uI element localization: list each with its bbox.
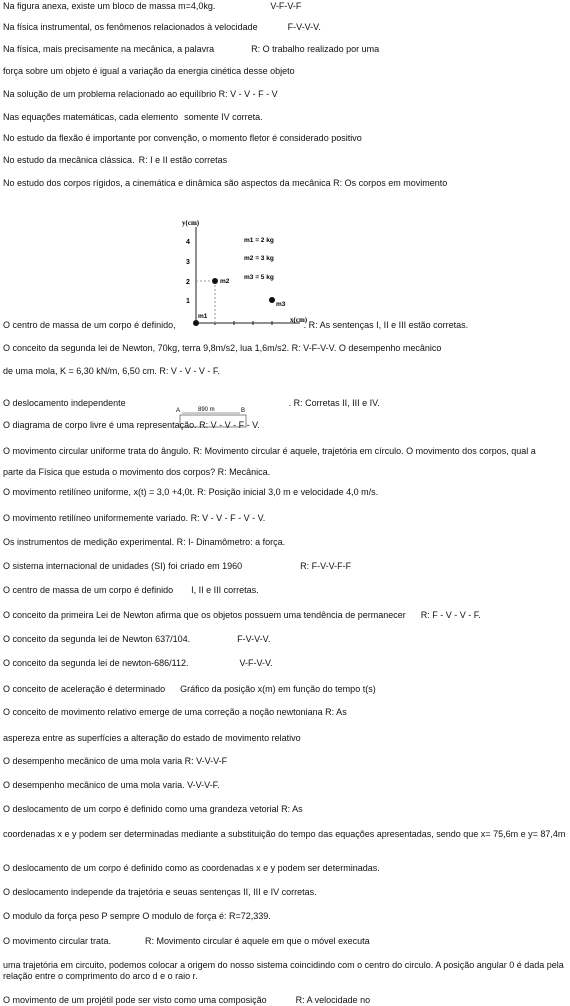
text-segment: Gráfico da posição x(m) em função do tempo t(s) xyxy=(180,684,376,694)
text-line xyxy=(3,366,220,377)
text-segment: F-V-V-V. xyxy=(237,634,271,644)
distance-label: 890 m xyxy=(198,407,215,413)
text-line xyxy=(3,446,536,457)
text-segment: Na física instrumental, os fenômenos relacionados à velocidade xyxy=(3,22,258,32)
text-segment: R: F-V-V-F-F xyxy=(300,561,352,571)
text-segment: uma trajetória em circuito, podemos colocar a origem do nosso sistema coincidindo com o centro do circulo. A posição angular 0 é dada pela relação entre o comprimento do arco d e o raio r. xyxy=(3,960,564,981)
text-segment: Nas equações matemáticas, cada elemento xyxy=(3,112,179,122)
mass-point-m1 xyxy=(193,320,199,326)
text-segment: O movimento circular trata. xyxy=(3,936,112,946)
text-line xyxy=(3,756,227,767)
text-segment: O deslocamento de um corpo é definido como uma grandeza vetorial R: As xyxy=(3,804,303,814)
text-line xyxy=(3,658,273,669)
text-line xyxy=(3,684,376,695)
text-segment: Os instrumentos de medição experimental. R: I- Dinamômetro: a força. xyxy=(3,537,286,547)
text-line xyxy=(3,804,303,815)
point-b-label: B xyxy=(241,408,246,414)
mass-legend-m1: m1 = 2 kg xyxy=(244,237,274,244)
y-tick-3: 3 xyxy=(186,259,190,266)
text-segment: O desempenho mecânico de uma mola varia. V-V-V-F. xyxy=(3,780,220,790)
text-segment: R: I e II estão corretas xyxy=(138,155,228,165)
text-segment: O deslocamento independente xyxy=(3,398,126,408)
text-segment: V-F-V-V. xyxy=(239,658,273,668)
text-segment: O conceito da segunda lei de Newton, 70kg, terra 9,8m/s2, lua 1,6m/s2. R: V-F-V-V. O desempenho mecânico xyxy=(3,343,442,353)
text-segment: O movimento retilíneo uniforme, x(t) = 3,0 +4,0t. R: Posição inicial 3,0 m e velocidade 4,0 m/s. xyxy=(3,487,379,497)
text-line xyxy=(3,178,447,189)
text-line xyxy=(3,561,351,572)
point-label-m3: m3 xyxy=(276,301,286,308)
text-line xyxy=(3,887,317,898)
text-segment: V-F-V-F xyxy=(270,1,302,11)
mass-point-m3 xyxy=(269,297,275,303)
text-line xyxy=(3,829,566,840)
text-segment: O deslocamento independe da trajetória e seuas sentenças II, III e IV corretas. xyxy=(3,887,317,897)
text-line xyxy=(3,780,220,791)
text-segment: O movimento de um projétil pode ser visto como uma composição xyxy=(3,995,267,1005)
text-segment: Na solução de um problema relacionado ao equilíbrio R: V - V - F - V xyxy=(3,89,278,99)
text-line xyxy=(3,610,481,621)
text-line xyxy=(3,995,370,1006)
text-segment: Na figura anexa, existe um bloco de massa m=4,0kg. xyxy=(3,1,216,11)
text-segment: O conceito de movimento relativo emerge de uma correção a noção newtoniana R: As xyxy=(3,707,347,717)
text-line xyxy=(3,634,270,645)
text-line xyxy=(3,22,321,33)
text-segment: R: Movimento circular é aquele em que o móvel executa xyxy=(145,936,370,946)
mass-point-m2 xyxy=(212,278,218,284)
text-segment: O sistema internacional de unidades (SI) foi criado em 1960 xyxy=(3,561,243,571)
text-line xyxy=(3,960,566,982)
text-line xyxy=(3,513,265,524)
point-label-m1: m1 xyxy=(198,313,208,320)
center-of-mass-figure xyxy=(170,215,310,327)
text-line xyxy=(3,89,278,100)
text-segment: força sobre um objeto é igual a variação da energia cinética desse objeto xyxy=(3,66,295,76)
text-line xyxy=(3,733,301,744)
text-segment: I, II e III corretas. xyxy=(191,585,259,595)
text-line xyxy=(3,911,271,922)
text-segment: O movimento circular uniforme trata do ângulo. R: Movimento circular é aquele, trajetória em círculo. O movimento dos corpos, qual a xyxy=(3,446,536,456)
text-segment: . R: As sentenças I, II e III estão corretas. xyxy=(303,320,469,330)
text-line xyxy=(3,1,301,12)
text-line xyxy=(3,44,379,55)
text-segment: R: F - V - V - F. xyxy=(420,610,481,620)
y-tick-2: 2 xyxy=(186,279,190,286)
text-line xyxy=(3,467,270,478)
text-segment: . R: Corretas II, III e IV. xyxy=(288,398,380,408)
text-segment: O diagrama de corpo livre é uma representação. R: V - V - F - V. xyxy=(3,420,260,430)
x-axis-label: x(cm) xyxy=(290,316,308,324)
displacement-figure xyxy=(174,404,249,428)
text-segment: somente IV correta. xyxy=(184,112,263,122)
y-axis-label: y(cm) xyxy=(182,219,200,227)
text-line xyxy=(3,863,380,874)
y-tick-4: 4 xyxy=(186,239,190,246)
text-line xyxy=(3,707,347,718)
text-line xyxy=(3,537,285,548)
text-segment: No estudo dos corpos rígidos, a cinemática e dinâmica são aspectos da mecânica R: Os corpos em movimento xyxy=(3,178,448,188)
text-segment: No estudo da flexão é importante por convenção, o momento fletor é considerado positivo xyxy=(3,133,362,143)
text-segment: R: O trabalho realizado por uma xyxy=(251,44,380,54)
text-segment: aspereza entre as superfícies a alteração do estado de movimento relativo xyxy=(3,733,301,743)
text-line xyxy=(3,585,259,596)
mass-legend-m2: m2 = 3 kg xyxy=(244,255,274,262)
text-segment: Na física, mais precisamente na mecânica, a palavra xyxy=(3,44,215,54)
point-label-m2: m2 xyxy=(220,278,230,285)
text-segment: O conceito de aceleração é determinado xyxy=(3,684,166,694)
text-segment: O desempenho mecânico de uma mola varia R: V-V-V-F xyxy=(3,756,228,766)
text-segment: O modulo da força peso P sempre O modulo de força é: R=72,339. xyxy=(3,911,271,921)
text-segment: O deslocamento de um corpo é definido como as coordenadas x e y podem ser determinadas. xyxy=(3,863,380,873)
text-segment: O conceito da segunda lei de Newton 637/104. xyxy=(3,634,191,644)
text-line xyxy=(3,112,263,123)
text-segment: O conceito da primeira Lei de Newton afirma que os objetos possuem uma tendência de permanecer xyxy=(3,610,406,620)
text-line xyxy=(3,66,295,77)
y-tick-1: 1 xyxy=(186,298,190,305)
text-segment: No estudo da mecânica clássica. xyxy=(3,155,135,165)
text-line xyxy=(3,133,362,144)
text-segment: R: A velocidade no xyxy=(295,995,371,1005)
text-segment: coordenadas x e y podem ser determinadas mediante a substituição do tempo das equações apresentadas, sendo que x= 75,6m e y= 87,4m xyxy=(3,829,566,839)
text-segment: O movimento retilíneo uniformemente variado. R: V - V - F - V - V. xyxy=(3,513,266,523)
text-segment: de uma mola, K = 6,30 kN/m, 6,50 cm. R: V - V - V - F. xyxy=(3,366,220,376)
text-segment: F-V-V-V. xyxy=(287,22,321,32)
text-segment: O centro de massa de um corpo é definido xyxy=(3,585,174,595)
figure-frame xyxy=(180,415,246,427)
text-line xyxy=(3,155,227,166)
text-segment: parte da Física que estuda o movimento dos corpos? R: Mecânica. xyxy=(3,467,271,477)
text-line xyxy=(3,936,370,947)
text-segment: O centro de massa de um corpo é definido, xyxy=(3,320,176,330)
mass-legend-m3: m3 = 5 kg xyxy=(244,274,274,281)
text-segment: O conceito da segunda lei de newton-686/112. xyxy=(3,658,189,668)
text-line xyxy=(3,343,441,354)
text-line xyxy=(3,487,378,498)
point-a-label: A xyxy=(176,408,181,414)
